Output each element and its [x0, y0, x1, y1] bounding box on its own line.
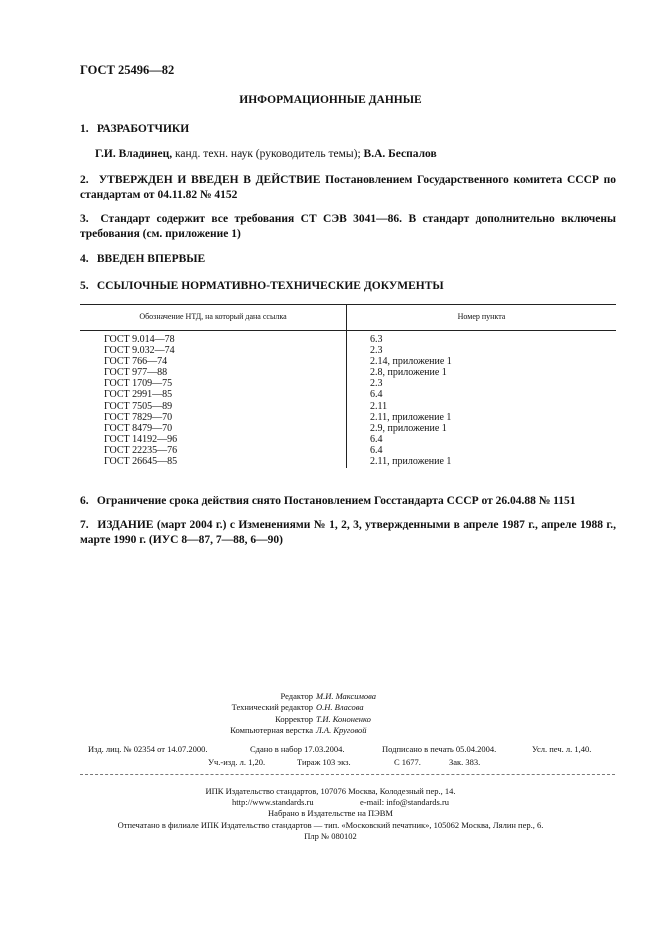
table-cell-designation: ГОСТ 7505—89 — [104, 400, 173, 412]
credit-name: Т.И. Кононенко — [316, 713, 371, 724]
designation-column — [104, 334, 177, 467]
credit-name: О.Н. Власова — [316, 702, 364, 713]
section-4-text: ВВЕДЕН ВПЕРВЫЕ — [96, 253, 206, 265]
contacts-line — [0, 797, 661, 808]
table-cell-designation: ГОСТ 22235—76 — [104, 444, 178, 456]
credit-row — [0, 725, 661, 736]
section-7-text: ИЗДАНИЕ (март 2004 г.) с Изменениями № 1, 2, 3, утвержденными в апреле 1987 г., апреле 1988 г., марте 1990 г. (ИУС 8—87, 7—88, 6—90) — [80, 519, 617, 546]
website-link[interactable]: http://www.standards.ru — [232, 797, 314, 808]
table-cell-clause: 6.3 — [370, 334, 383, 345]
print-sheets: Усл. печ. л. 1,40. — [532, 744, 592, 754]
section-2-text: УТВЕРЖДЕН И ВВЕДЕН В ДЕЙСТВИЕ Постановлением Государственного комитета СССР по стандартам от 04.11.82 № 4152 — [80, 174, 616, 201]
section-1 — [80, 122, 616, 137]
table-cell-clause: 6.4 — [370, 389, 383, 401]
table-cell-clause: 2.11 — [370, 400, 388, 412]
table-cell-clause: 6.4 — [370, 433, 383, 445]
table-cell-designation: ГОСТ 977—88 — [104, 367, 168, 379]
publisher-line: ИПК Издательство стандартов, 107076 Москва, Колодезный пер., 14. — [205, 786, 456, 796]
section-5-text: ССЫЛОЧНЫЕ НОРМАТИВНО-ТЕХНИЧЕСКИЕ ДОКУМЕНТЫ — [96, 280, 444, 292]
printed-line: Отпечатано в филиале ИПК Издательство стандартов — тип. «Московский печатник», 105062 Москва, Лялин пер., 6. — [117, 819, 544, 830]
email-link[interactable]: e-mail: info@standards.ru — [360, 797, 450, 808]
page-title: ИНФОРМАЦИОННЫЕ ДАННЫЕ — [239, 94, 422, 106]
author-1-role: канд. техн. наук (руководитель темы); — [172, 148, 361, 160]
authors-line — [95, 148, 437, 160]
c-number: С 1677. — [394, 757, 421, 767]
section-4-number: 4. — [80, 253, 89, 265]
table-header-designation: Обозначение НТД, на который дана ссылка — [139, 312, 287, 321]
references-table — [80, 304, 616, 468]
table-cell-designation: ГОСТ 26645—85 — [104, 456, 178, 468]
section-1-number: 1. — [80, 123, 89, 135]
credit-label: Компьютерная верстка — [230, 724, 313, 735]
print-run: Тираж 103 экз. — [297, 757, 351, 767]
table-cell-designation: ГОСТ 14192—96 — [104, 433, 178, 445]
table-cell-clause: 2.3 — [370, 345, 383, 357]
table-cell-clause: 2.14, приложение 1 — [370, 356, 452, 368]
table-cell-clause: 2.8, приложение 1 — [370, 367, 447, 379]
section-3-text: Стандарт содержит все требования СТ СЭВ 3041—86. В стандарт дополнительно включены требования (см. приложение 1) — [80, 213, 617, 240]
credit-label: Технический редактор — [231, 702, 313, 713]
credit-label: Редактор — [280, 691, 313, 701]
section-4 — [80, 252, 616, 267]
section-6-text: Ограничение срока действия снято Постановлением Госстандарта СССР от 26.04.88 № 1151 — [96, 495, 576, 507]
table-cell-designation: ГОСТ 1709—75 — [104, 378, 173, 390]
section-6 — [80, 494, 616, 509]
section-5-number: 5. — [80, 280, 89, 292]
table-column-divider — [346, 304, 347, 468]
table-cell-designation: ГОСТ 9.032—74 — [104, 345, 175, 357]
table-cell-clause: 2.3 — [370, 378, 383, 390]
table-cell-designation: ГОСТ 9.014—78 — [104, 334, 175, 345]
section-7 — [80, 518, 616, 548]
section-2-number: 2. — [80, 174, 89, 186]
section-5 — [80, 279, 616, 294]
credit-row — [0, 714, 661, 725]
plr-line: Плр № 080102 — [304, 830, 357, 841]
credit-row — [0, 691, 661, 702]
table-cell-clause: 2.9, приложение 1 — [370, 422, 447, 434]
table-cell-designation: ГОСТ 8479—70 — [104, 422, 173, 434]
author-2-name: В.А. Беспалов — [360, 148, 437, 160]
section-3 — [80, 212, 616, 242]
typed-line: Набрано в Издательстве на ПЭВМ — [268, 808, 393, 819]
clause-column — [370, 334, 452, 467]
pub-sheets: Уч.-изд. л. 1,20. — [208, 757, 266, 767]
section-3-number: 3. — [80, 213, 89, 225]
credit-name: М.И. Максимова — [316, 691, 377, 701]
author-1-name: Г.И. Владинец, — [95, 148, 173, 160]
credit-label: Корректор — [275, 713, 313, 724]
typeset-date: Сдано в набор 17.03.2004. — [250, 744, 345, 754]
credits-block — [0, 691, 661, 736]
section-6-number: 6. — [80, 495, 89, 507]
table-cell-clause: 6.4 — [370, 444, 383, 456]
section-2 — [80, 173, 616, 203]
printing-block — [0, 786, 661, 842]
credit-row — [0, 702, 661, 713]
dashed-divider — [80, 774, 615, 775]
signed-date: Подписано в печать 05.04.2004. — [382, 744, 497, 754]
credit-name: Л.А. Круговой — [316, 724, 367, 735]
table-cell-clause: 2.11, приложение 1 — [370, 411, 452, 423]
table-cell-clause: 2.11, приложение 1 — [370, 456, 452, 468]
table-header-clause: Номер пункта — [457, 312, 506, 321]
section-1-text: РАЗРАБОТЧИКИ — [96, 123, 190, 135]
order-number: Зак. 383. — [449, 757, 481, 767]
license-text: Изд. лиц. № 02354 от 14.07.2000. — [88, 744, 208, 754]
table-cell-designation: ГОСТ 7829—70 — [104, 411, 173, 423]
document-code: ГОСТ 25496—82 — [80, 63, 175, 77]
table-cell-designation: ГОСТ 766—74 — [104, 356, 168, 368]
table-cell-designation: ГОСТ 2991—85 — [104, 389, 173, 401]
section-7-number: 7. — [80, 519, 89, 531]
